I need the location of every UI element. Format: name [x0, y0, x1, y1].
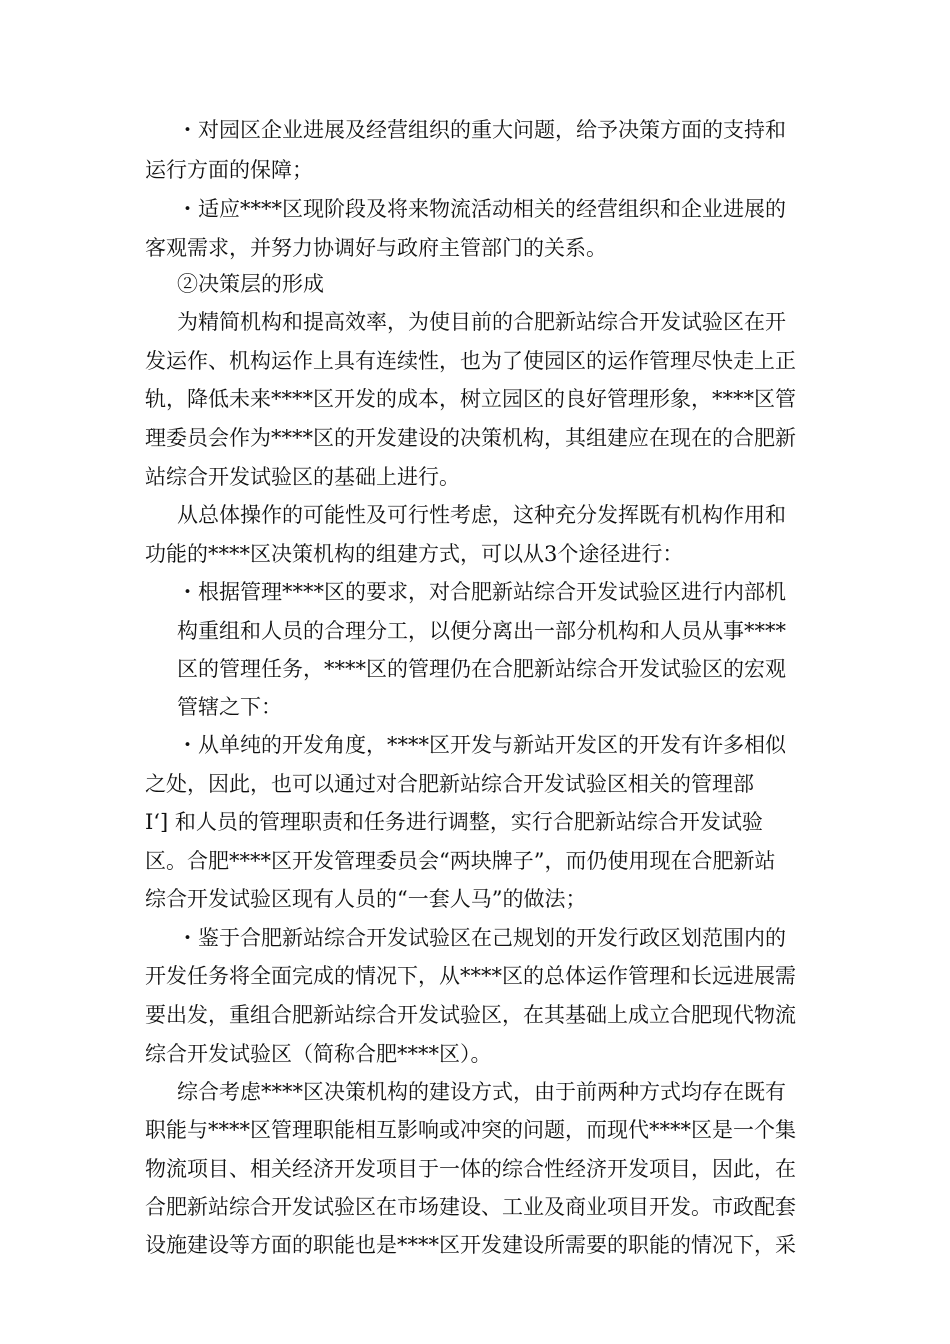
paragraph-line: 物流项目、相关经济开发项目于一体的综合性经济开发项目，因此，在 [145, 1157, 796, 1181]
bullet-line: I‘] 和人员的管理职责和任务进行调整，实行合肥新站综合开发试验 [145, 810, 763, 834]
bullet-line: 综合开发试验区（简称合肥****区）。 [145, 1042, 492, 1066]
bullet-line: ・适应****区现阶段及将来物流活动相关的经营组织和企业进展的 [177, 197, 786, 221]
bullet-line: ・鉴于合肥新站综合开发试验区在己规划的开发行政区划范围内的 [177, 926, 786, 950]
paragraph-line: 轨，降低未来****区开发的成本，树立园区的良好管理形象，****区管 [145, 387, 796, 411]
paragraph-line: 功能的****区决策机构的组建方式，可以从3个途径进行： [145, 542, 684, 566]
bullet-line: 开发任务将全面完成的情况下，从****区的总体运作管理和长远进展需 [145, 964, 796, 988]
paragraph-line: 为精简机构和提高效率，为使目前的合肥新站综合开发试验区在开 [177, 310, 786, 334]
paragraph-line: 站综合开发试验区的基础上进行。 [145, 465, 460, 489]
bullet-line: 区。合肥****区开发管理委员会“两块牌子”，而仍使用现在合肥新站 [145, 849, 776, 873]
bullet-line: 要出发，重组合肥新站综合开发试验区，在其基础上成立合肥现代物流 [145, 1003, 796, 1027]
paragraph-line: 合肥新站综合开发试验区在市场建设、工业及商业项目开发。市政配套 [145, 1195, 796, 1219]
bullet-line: 客观需求，并努力协调好与政府主管部门的关系。 [145, 236, 607, 260]
paragraph-line: 从总体操作的可能性及可行性考虑，这种充分发挥既有机构作用和 [177, 503, 786, 527]
paragraph-line: 理委员会作为****区的开发建设的决策机构，其组建应在现在的合肥新 [145, 426, 796, 450]
bullet-line: 构重组和人员的合理分工，以便分离出一部分机构和人员从事**** [177, 619, 786, 643]
bullet-line: ・对园区企业进展及经营组织的重大问题，给予决策方面的支持和 [177, 118, 786, 142]
bullet-line: ・根据管理****区的要求，对合肥新站综合开发试验区进行内部机 [177, 580, 786, 604]
bullet-line: 运行方面的保障； [145, 158, 313, 182]
paragraph-line: 综合考虑****区决策机构的建设方式，由于前两种方式均存在既有 [177, 1080, 786, 1104]
bullet-line: ・从单纯的开发角度，****区开发与新站开发区的开发有许多相似 [177, 733, 786, 757]
paragraph-line: 职能与****区管理职能相互影响或冲突的问题，而现代****区是一个集 [145, 1118, 796, 1142]
bullet-line: 区的管理任务，****区的管理仍在合肥新站综合开发试验区的宏观 [177, 657, 786, 681]
paragraph-line: 发运作、机构运作上具有连续性，也为了使园区的运作管理尽快走上正 [145, 349, 796, 373]
paragraph-line: 设施建设等方面的职能也是****区开发建设所需要的职能的情况下，采 [145, 1233, 796, 1257]
section-heading: ②决策层的形成 [177, 272, 324, 296]
bullet-line: 综合开发试验区现有人员的“一套人马”的做法； [145, 887, 587, 911]
bullet-line: 管辖之下： [177, 695, 282, 719]
bullet-line: 之处，因此，也可以通过对合肥新站综合开发试验区相关的管理部 [145, 772, 754, 796]
